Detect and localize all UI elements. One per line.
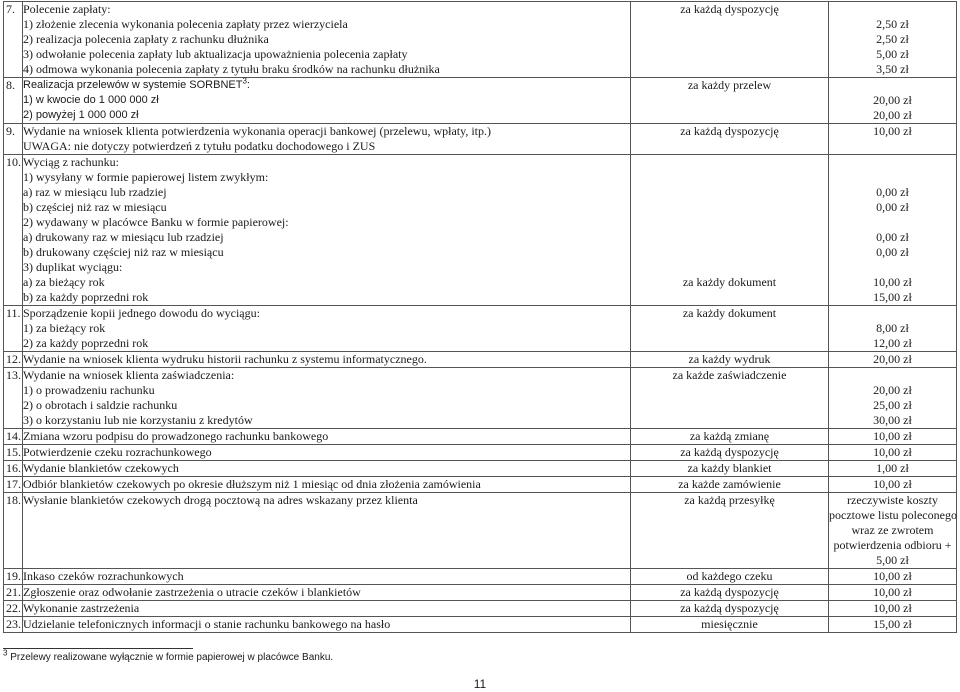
row-unit <box>631 585 829 601</box>
row-fee-text: 20,00 zł <box>873 108 912 122</box>
footnote-ref: 3 <box>242 76 247 86</box>
row-fee-text: wraz ze zwrotem <box>851 523 934 537</box>
row-unit <box>631 569 829 585</box>
footnote-text: Przelewy realizowane wyłącznie w formie papierowej w placówce Banku. <box>10 652 334 663</box>
fee-row <box>4 306 957 352</box>
row-description <box>23 124 631 155</box>
row-number: 18. <box>4 493 23 569</box>
row-fee-text: pocztowe listu poleconego <box>829 508 957 522</box>
fee-row <box>4 352 957 368</box>
row-description <box>23 78 631 124</box>
row-unit-text: za każdą dyspozycję <box>680 124 779 138</box>
row-fee-line <box>829 185 956 200</box>
row-unit <box>631 78 829 124</box>
fee-row <box>4 569 957 585</box>
fee-row <box>4 601 957 617</box>
row-description-text: Wydanie blankietów czekowych <box>23 461 179 475</box>
row-description-line <box>23 2 630 17</box>
row-description-text: Sporządzenie kopii jednego dowodu do wyciągu: <box>23 306 260 320</box>
row-unit-text: za każdy dokument <box>682 306 777 320</box>
row-fee <box>829 306 957 352</box>
row-number: 14. <box>4 429 23 445</box>
row-description <box>23 306 631 352</box>
row-fee-text: 10,00 zł <box>873 429 912 443</box>
row-unit <box>631 2 829 78</box>
row-fee <box>829 429 957 445</box>
fee-row <box>4 445 957 461</box>
row-description-line <box>23 569 630 584</box>
row-unit-line <box>631 78 828 93</box>
row-description-line <box>23 78 630 93</box>
row-unit-text: od każdego czeku <box>686 569 773 583</box>
row-unit <box>631 477 829 493</box>
row-description <box>23 569 631 585</box>
row-description-line <box>23 383 630 398</box>
row-unit-line <box>631 493 828 508</box>
row-description-line <box>23 185 630 200</box>
row-description-line <box>23 245 630 260</box>
row-description-text: Polecenie zapłaty: <box>23 2 111 16</box>
row-description-line <box>23 585 630 600</box>
row-description-text: Zmiana wzoru podpisu do prowadzonego rachunku bankowego <box>23 429 329 443</box>
row-fee-line <box>829 93 956 108</box>
row-fee-line <box>829 398 956 413</box>
fee-row <box>4 2 957 78</box>
row-description-text: Realizacja przelewów w systemie SORBNET <box>23 79 243 91</box>
row-unit-line <box>631 230 828 245</box>
row-unit-line <box>631 185 828 200</box>
row-fee <box>829 617 957 633</box>
row-fee-text: 0,00 zł <box>876 230 909 244</box>
row-fee <box>829 78 957 124</box>
row-description <box>23 585 631 601</box>
row-description-line <box>23 155 630 170</box>
row-unit-text: za każdy blankiet <box>687 461 772 475</box>
row-number: 10. <box>4 155 23 306</box>
row-fee-text: 30,00 zł <box>873 413 912 427</box>
row-fee-line <box>829 413 956 428</box>
row-fee-line <box>829 429 956 444</box>
row-description-text: 3) o korzystaniu lub nie korzystaniu z kredytów <box>23 413 253 427</box>
footnote-marker: 3 <box>3 648 8 658</box>
row-unit-text: za każdą zmianę <box>689 429 770 443</box>
row-fee-text: 0,00 zł <box>876 200 909 214</box>
fee-row <box>4 461 957 477</box>
row-unit <box>631 124 829 155</box>
row-unit-line <box>631 445 828 460</box>
row-unit <box>631 601 829 617</box>
row-fee-text: 3,50 zł <box>876 62 909 76</box>
row-fee-line <box>829 2 956 17</box>
row-unit <box>631 155 829 306</box>
row-fee-line <box>829 32 956 47</box>
row-description-text: 2) wydawany w placówce Banku w formie papierowej: <box>23 215 289 229</box>
row-fee-line <box>829 553 956 568</box>
row-fee-line <box>829 215 956 230</box>
row-description <box>23 493 631 569</box>
row-description-line <box>23 493 630 508</box>
row-unit <box>631 368 829 429</box>
row-description-text: 1) złożenie zlecenia wykonania polecenia zapłaty przez wierzyciela <box>23 17 348 31</box>
row-number: 13. <box>4 368 23 429</box>
row-number: 23. <box>4 617 23 633</box>
row-fee-line <box>829 493 956 508</box>
row-fee-line <box>829 155 956 170</box>
footnote-rule <box>3 648 193 649</box>
fee-table <box>3 1 957 633</box>
row-description-text: a) za bieżący rok <box>23 275 105 289</box>
row-unit-text: za każdy dokument <box>682 275 777 289</box>
row-unit-line <box>631 352 828 367</box>
row-unit-line <box>631 200 828 215</box>
row-unit-line <box>631 155 828 170</box>
fee-row <box>4 617 957 633</box>
row-unit-text: za każdą dyspozycję <box>680 445 779 459</box>
row-description-text: 3) duplikat wyciągu: <box>23 260 123 274</box>
row-description <box>23 601 631 617</box>
row-unit-line <box>631 368 828 383</box>
row-fee-text: rzeczywiste koszty <box>847 493 938 507</box>
row-description-line <box>23 215 630 230</box>
row-unit-line <box>631 124 828 139</box>
row-description-text: 1) za bieżący rok <box>23 321 106 335</box>
label-suffix: : <box>246 79 250 91</box>
row-description-line <box>23 445 630 460</box>
row-number: 21. <box>4 585 23 601</box>
row-description-text: Wydanie na wniosek klienta potwierdzenia wykonania operacji bankowej (przelewu, wpłaty, itp.) <box>23 124 491 138</box>
fee-row <box>4 493 957 569</box>
row-fee-line <box>829 78 956 93</box>
row-description-text: Odbiór blankietów czekowych po okresie dłuższym niż 1 miesiąc od dnia złożenia zamówienia <box>23 477 481 491</box>
row-fee-line <box>829 275 956 290</box>
row-fee-text: potwierdzenia odbioru + <box>833 538 952 552</box>
row-fee-line <box>829 170 956 185</box>
row-fee-text: 2,50 zł <box>876 32 909 46</box>
row-fee <box>829 368 957 429</box>
row-description-text: a) drukowany raz w miesiącu lub rzadziej <box>23 230 224 244</box>
row-description <box>23 155 631 306</box>
row-fee-line <box>829 523 956 538</box>
row-unit-text: za każdą dyspozycję <box>680 601 779 615</box>
row-description-line <box>23 260 630 275</box>
footnote <box>3 648 334 663</box>
row-description-text: 2) realizacja polecenia zapłaty z rachunku dłużnika <box>23 32 269 46</box>
row-unit-line <box>631 260 828 275</box>
row-fee-text: 10,00 zł <box>873 124 912 138</box>
row-fee-text: 0,00 zł <box>876 245 909 259</box>
row-description-line <box>23 601 630 616</box>
row-description-line <box>23 461 630 476</box>
row-description <box>23 477 631 493</box>
fee-row <box>4 477 957 493</box>
row-description-text: 3) odwołanie polecenia zapłaty lub aktualizacja upoważnienia polecenia zapłaty <box>23 47 408 61</box>
row-description-text: Wykonanie zastrzeżenia <box>23 601 140 615</box>
row-unit-line <box>631 306 828 321</box>
row-description-text: 1) wysyłany w formie papierowej listem zwykłym: <box>23 170 269 184</box>
row-fee-line <box>829 445 956 460</box>
row-fee <box>829 585 957 601</box>
row-number: 12. <box>4 352 23 368</box>
row-fee-line <box>829 290 956 305</box>
row-fee-text: 10,00 zł <box>873 445 912 459</box>
row-description <box>23 2 631 78</box>
row-description-text: 4) odmowa wykonania polecenia zapłaty z tytułu braku środków na rachunku dłużnika <box>23 62 440 76</box>
row-description-line <box>23 352 630 367</box>
row-fee <box>829 461 957 477</box>
fee-row <box>4 368 957 429</box>
row-unit <box>631 352 829 368</box>
row-description-text: b) drukowany częściej niż raz w miesiącu <box>23 245 224 259</box>
row-fee-line <box>829 230 956 245</box>
row-description-text: Wyciąg z rachunku: <box>23 155 119 169</box>
row-fee <box>829 569 957 585</box>
row-description-line <box>23 477 630 492</box>
row-description-text: b) częściej niż raz w miesiącu <box>23 200 167 214</box>
row-description-line <box>23 275 630 290</box>
row-fee-line <box>829 461 956 476</box>
row-number: 8. <box>4 78 23 124</box>
row-fee-line <box>829 245 956 260</box>
row-fee <box>829 2 957 78</box>
row-unit <box>631 617 829 633</box>
row-description-line <box>23 398 630 413</box>
row-description-line <box>23 368 630 383</box>
row-fee-text: 10,00 zł <box>873 569 912 583</box>
row-unit-line <box>631 275 828 290</box>
row-description <box>23 445 631 461</box>
row-number: 15. <box>4 445 23 461</box>
row-fee-text: 20,00 zł <box>873 383 912 397</box>
row-fee-text: 10,00 zł <box>873 275 912 289</box>
row-number: 17. <box>4 477 23 493</box>
fee-row <box>4 585 957 601</box>
row-fee-line <box>829 368 956 383</box>
row-fee-text: 2,50 zł <box>876 17 909 31</box>
row-description-text: Wysłanie blankietów czekowych drogą pocztową na adres wskazany przez klienta <box>23 493 418 507</box>
row-description-text: a) raz w miesiącu lub rzadziej <box>23 185 167 199</box>
row-description-text: b) za każdy poprzedni rok <box>23 290 149 304</box>
row-unit-line <box>631 170 828 185</box>
row-description-line <box>23 230 630 245</box>
row-description-text: Inkaso czeków rozrachunkowych <box>23 569 184 583</box>
row-unit-text: za każdy przelew <box>687 78 772 92</box>
row-number: 19. <box>4 569 23 585</box>
row-fee-text: 15,00 zł <box>873 617 912 631</box>
row-number: 7. <box>4 2 23 78</box>
row-description-line <box>23 336 630 351</box>
row-fee-text: 10,00 zł <box>873 585 912 599</box>
row-fee <box>829 352 957 368</box>
row-description <box>23 461 631 477</box>
row-unit-line <box>631 429 828 444</box>
row-fee-text: 1,00 zł <box>876 461 909 475</box>
row-fee-text: 5,00 zł <box>876 47 909 61</box>
fee-row <box>4 124 957 155</box>
row-fee-line <box>829 62 956 77</box>
row-description-line <box>23 47 630 62</box>
row-number: 16. <box>4 461 23 477</box>
row-number: 22. <box>4 601 23 617</box>
row-description-text: Udzielanie telefonicznych informacji o stanie rachunku bankowego na hasło <box>23 617 391 631</box>
row-description-line <box>23 321 630 336</box>
row-description <box>23 368 631 429</box>
row-unit <box>631 429 829 445</box>
row-description-line <box>23 200 630 215</box>
row-description-text: 2) o obrotach i saldzie rachunku <box>23 398 178 412</box>
row-fee-line <box>829 508 956 523</box>
row-fee <box>829 155 957 306</box>
row-fee-line <box>829 108 956 123</box>
row-fee-text: 10,00 zł <box>873 477 912 491</box>
row-unit-text: za każde zamówienie <box>678 477 781 491</box>
row-unit-text: za każde zaświadczenie <box>672 368 787 382</box>
row-unit <box>631 445 829 461</box>
row-description-line <box>23 617 630 632</box>
row-fee-text: 25,00 zł <box>873 398 912 412</box>
row-fee <box>829 124 957 155</box>
row-fee-line <box>829 585 956 600</box>
row-fee-line <box>829 336 956 351</box>
row-unit <box>631 461 829 477</box>
row-fee-text: 15,00 zł <box>873 290 912 304</box>
row-description-text: 2) za każdy poprzedni rok <box>23 336 149 350</box>
row-unit-line <box>631 585 828 600</box>
row-unit-text: za każdy wydruk <box>688 352 771 366</box>
row-fee <box>829 493 957 569</box>
row-fee-line <box>829 200 956 215</box>
row-description <box>23 617 631 633</box>
row-fee-line <box>829 47 956 62</box>
fee-row <box>4 429 957 445</box>
row-description-line <box>23 306 630 321</box>
row-description-text: Zgłoszenie oraz odwołanie zastrzeżenia o utracie czeków i blankietów <box>23 585 361 599</box>
row-unit-line <box>631 245 828 260</box>
row-fee-text: 0,00 zł <box>876 185 909 199</box>
row-description-text: UWAGA: nie dotyczy potwierdzeń z tytułu podatku dochodowego i ZUS <box>23 139 376 153</box>
row-unit <box>631 493 829 569</box>
row-description-line <box>23 124 630 139</box>
row-description-line <box>23 93 630 108</box>
row-description-line <box>23 62 630 77</box>
row-unit-text: za każdą dyspozycję <box>680 2 779 16</box>
row-description-text: Potwierdzenie czeku rozrachunkowego <box>23 445 212 459</box>
row-fee <box>829 477 957 493</box>
row-description-line <box>23 290 630 305</box>
row-description-line <box>23 32 630 47</box>
row-description-text: Wydanie na wniosek klienta zaświadczenia: <box>23 368 235 382</box>
row-fee-line <box>829 617 956 632</box>
row-unit-text: za każdą przesyłkę <box>684 493 775 507</box>
row-unit-line <box>631 569 828 584</box>
row-unit-line <box>631 461 828 476</box>
row-fee-text: 20,00 zł <box>873 93 912 107</box>
row-fee-line <box>829 601 956 616</box>
page-number: 11 <box>473 677 487 691</box>
row-unit-text: miesięcznie <box>701 617 758 631</box>
row-fee-line <box>829 477 956 492</box>
row-number: 9. <box>4 124 23 155</box>
row-fee-line <box>829 352 956 367</box>
row-description-line <box>23 170 630 185</box>
fee-row <box>4 155 957 306</box>
row-unit-line <box>631 2 828 17</box>
row-description-line <box>23 139 630 154</box>
row-unit-line <box>631 601 828 616</box>
row-fee-text: 10,00 zł <box>873 601 912 615</box>
row-description-line <box>23 17 630 32</box>
row-number: 11. <box>4 306 23 352</box>
fee-row <box>4 78 957 124</box>
row-description <box>23 352 631 368</box>
row-description-line <box>23 429 630 444</box>
row-fee-line <box>829 17 956 32</box>
row-description-text: 2) powyżej 1 000 000 zł <box>23 109 139 121</box>
row-fee-line <box>829 383 956 398</box>
row-unit-text: za każdą dyspozycję <box>680 585 779 599</box>
row-fee-line <box>829 124 956 139</box>
row-fee-text: 5,00 zł <box>876 553 909 567</box>
row-fee-line <box>829 321 956 336</box>
row-description-line <box>23 108 630 123</box>
row-description-text: Wydanie na wniosek klienta wydruku historii rachunku z systemu informatycznego. <box>23 352 427 366</box>
row-unit-line <box>631 477 828 492</box>
row-fee-text: 8,00 zł <box>876 321 909 335</box>
row-unit-line <box>631 215 828 230</box>
row-description <box>23 429 631 445</box>
row-unit-line <box>631 617 828 632</box>
row-fee <box>829 601 957 617</box>
row-fee-line <box>829 538 956 553</box>
row-fee-text: 12,00 zł <box>873 336 912 350</box>
row-description-text: 1) o prowadzeniu rachunku <box>23 383 155 397</box>
row-fee <box>829 445 957 461</box>
row-description-text: 1) w kwocie do 1 000 000 zł <box>23 94 159 106</box>
row-fee-line <box>829 306 956 321</box>
row-fee-line <box>829 569 956 584</box>
row-description-line <box>23 413 630 428</box>
row-unit <box>631 306 829 352</box>
row-fee-text: 20,00 zł <box>873 352 912 366</box>
row-fee-line <box>829 260 956 275</box>
